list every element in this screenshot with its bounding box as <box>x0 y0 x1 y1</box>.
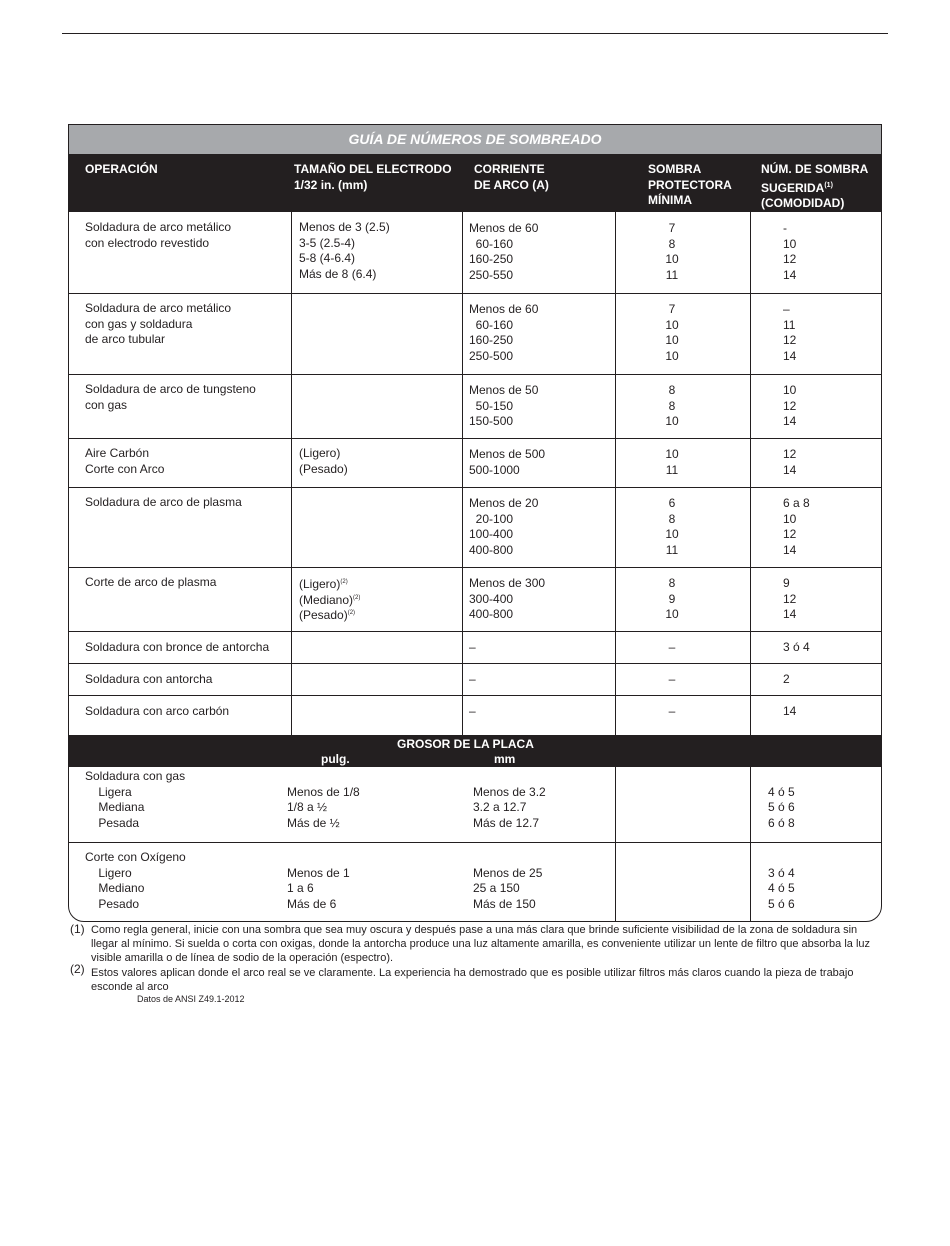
column-divider <box>462 293 463 374</box>
plate-cell-sug: 4 ó 5 <box>768 881 795 895</box>
cell-current: 60-160 <box>469 236 514 251</box>
plate-cell-op: Pesada <box>85 815 140 830</box>
cell-op: Corte con Arco <box>85 461 165 476</box>
table-row <box>69 293 881 375</box>
cell-current: 400-800 <box>469 542 514 557</box>
plate-cell-sug: 4 ó 5 <box>768 784 795 799</box>
column-divider <box>750 212 751 293</box>
cell-min: 10 <box>665 607 679 621</box>
cell-current: Menos de 60 <box>469 221 539 235</box>
cell-op: Soldadura con antorcha <box>85 672 213 686</box>
cell-op: Soldadura con arco carbón <box>85 704 230 718</box>
cell-min: 7 <box>668 221 676 235</box>
plate-cell-op: Ligera <box>85 784 132 799</box>
cell-op: Soldadura con bronce de antorcha <box>85 640 270 654</box>
column-divider <box>615 374 616 438</box>
column-divider <box>750 663 751 695</box>
cell-op: con electrodo revestido <box>85 235 210 250</box>
cell-sug: 14 <box>783 462 797 477</box>
cell-current: 160-250 <box>469 333 514 347</box>
cell-min: 8 <box>668 236 676 251</box>
plate-inch-label: pulg. <box>321 752 350 766</box>
header-operation: OPERACIÓN <box>85 162 158 176</box>
footnote-2-text: Estos valores aplican donde el arco real se ve claramente. La experiencia ha demostrado que es posible utilizar filtros más claros cuando la pieza de trabajo esconde al arco <box>91 967 854 993</box>
cell-current: 60-160 <box>469 317 514 332</box>
cell-min: 10 <box>665 414 679 428</box>
cell-current: Menos de 50 <box>469 383 539 397</box>
cell-min: 8 <box>668 576 676 590</box>
cell-sug: 10 <box>783 383 797 397</box>
column-divider <box>750 438 751 487</box>
cell-sug: 12 <box>783 333 797 347</box>
cell-current: Menos de 300 <box>469 576 546 590</box>
cell-op: Soldadura de arco de plasma <box>85 495 242 509</box>
column-divider <box>291 212 292 293</box>
column-divider <box>462 631 463 663</box>
cell-op: con gas <box>85 397 128 412</box>
cell-current: 160-250 <box>469 252 514 266</box>
cell-min: – <box>668 640 676 654</box>
cell-current: 500-1000 <box>469 462 520 477</box>
plate-cell-sug: 5 ó 6 <box>768 800 795 814</box>
column-divider <box>291 293 292 374</box>
header-current: CORRIENTE DE ARCO (A) <box>474 162 549 192</box>
footnote-1-mark: (1) <box>70 922 85 936</box>
column-divider <box>615 487 616 567</box>
column-divider <box>291 695 292 735</box>
column-divider <box>615 293 616 374</box>
cell-op: de arco tubular <box>85 332 166 346</box>
column-divider <box>291 567 292 631</box>
source-note: Datos de ANSI Z49.1-2012 <box>137 994 245 1004</box>
table-row <box>69 663 881 696</box>
cell-min: 8 <box>668 383 676 397</box>
cell-sug: 10 <box>783 511 797 526</box>
column-divider <box>615 695 616 735</box>
column-divider <box>750 842 751 922</box>
footnote-1-text: Como regla general, inicie con una sombra que sea muy oscura y después pase a una más clara que brinde suficiente visibilidad de la zona de soldadura sin llegar al mínimo. Si suelda o corta con oxigas, donde la antorcha produce una luz altamente amarilla, es conveniente utilizar un lente de filtro que absorba la luz visible amarilla o de línea de sodio de la operación (espectro). <box>91 924 871 964</box>
column-divider <box>462 663 463 695</box>
column-divider <box>615 842 616 922</box>
cell-sug: 6 a 8 <box>783 496 810 510</box>
cell-op: Soldadura de arco metálico <box>85 301 232 315</box>
cell-sug: 12 <box>783 398 797 413</box>
cell-electrode: (Ligero) <box>299 446 341 460</box>
column-divider <box>615 663 616 695</box>
table-row <box>69 212 881 294</box>
plate-cell-inch: 1 a 6 <box>287 881 314 895</box>
column-divider <box>462 695 463 735</box>
plate-cell-inch: Más de 6 <box>287 896 337 911</box>
cell-min: 6 <box>668 496 676 510</box>
cell-min: 8 <box>668 511 676 526</box>
cell-electrode: 5-8 (4-6.4) <box>299 251 356 265</box>
cell-current: 250-500 <box>469 348 514 363</box>
cell-electrode: Más de 8 (6.4) <box>299 266 377 281</box>
table-title: GUÍA DE NÚMEROS DE SOMBREADO <box>69 125 881 154</box>
cell-min: 10 <box>665 348 679 363</box>
plate-row <box>69 767 881 843</box>
column-divider <box>291 374 292 438</box>
column-divider <box>615 567 616 631</box>
cell-sug: 2 <box>783 672 790 686</box>
cell-sug: 12 <box>783 252 797 266</box>
cell-min: – <box>668 704 676 718</box>
cell-op: Corte de arco de plasma <box>85 575 217 589</box>
cell-min: – <box>668 672 676 686</box>
column-divider <box>462 438 463 487</box>
cell-current: Menos de 500 <box>469 447 546 461</box>
cell-electrode: (Mediano)$^{(2)}$ <box>299 592 361 607</box>
cell-sug: 14 <box>783 267 797 282</box>
column-divider <box>750 293 751 374</box>
table-row <box>69 438 881 488</box>
cell-electrode: Menos de 3 (2.5) <box>299 220 390 234</box>
column-divider <box>462 374 463 438</box>
cell-sug: 12 <box>783 591 797 606</box>
cell-sug: – <box>783 302 790 316</box>
header-suggested-shade: NÚM. DE SOMBRA SUGERIDA$^{(1)}$ (COMODIDAD) <box>761 162 869 210</box>
cell-current: 400-800 <box>469 607 514 621</box>
plate-cell-op: Pesado <box>85 896 140 911</box>
cell-current: 150-500 <box>469 414 514 428</box>
cell-electrode: (Ligero)$^{(2)}$ <box>299 577 348 591</box>
cell-current: Menos de 20 <box>469 496 539 510</box>
column-divider <box>615 438 616 487</box>
plate-cell-sug: 6 ó 8 <box>768 815 795 830</box>
plate-cell-inch: Menos de 1/8 <box>287 784 360 799</box>
column-divider <box>615 631 616 663</box>
cell-sug: 14 <box>783 348 797 363</box>
plate-thickness-header <box>69 735 881 767</box>
column-divider <box>291 487 292 567</box>
cell-sug: - <box>783 221 787 235</box>
cell-sug: 14 <box>783 704 797 718</box>
plate-cell-inch: Menos de 1 <box>287 865 350 880</box>
cell-current: Menos de 60 <box>469 302 539 316</box>
plate-cell-sug: 5 ó 6 <box>768 896 795 911</box>
column-divider <box>750 695 751 735</box>
cell-current: – <box>469 704 476 718</box>
cell-min: 10 <box>665 317 679 332</box>
cell-min: 10 <box>665 447 679 461</box>
cell-current: 250-550 <box>469 267 514 282</box>
cell-min: 11 <box>665 267 679 282</box>
cell-sug: 14 <box>783 414 797 428</box>
table-row <box>69 374 881 439</box>
plate-mm-label: mm <box>494 752 516 766</box>
column-divider <box>750 487 751 567</box>
column-divider <box>462 567 463 631</box>
cell-min: 10 <box>665 252 679 266</box>
footnote-2-mark: (2) <box>70 962 85 976</box>
table-row <box>69 695 881 736</box>
column-divider <box>615 767 616 842</box>
top-rule <box>62 33 888 34</box>
cell-current: – <box>469 640 476 654</box>
plate-title: GROSOR DE LA PLACA <box>397 737 534 751</box>
cell-sug: 9 <box>783 576 790 590</box>
cell-current: 50-150 <box>469 398 514 413</box>
cell-op: con gas y soldadura <box>85 316 193 331</box>
header-min-shade: SOMBRA PROTECTORA MÍNIMA <box>648 162 732 207</box>
shade-guide-table <box>68 124 882 922</box>
plate-cell-op: Ligero <box>85 865 132 880</box>
cell-min: 8 <box>668 398 676 413</box>
column-divider <box>750 374 751 438</box>
cell-min: 10 <box>665 527 679 541</box>
plate-cell-op: Corte con Oxígeno <box>85 850 186 864</box>
plate-cell-inch: 1/8 a ½ <box>287 800 328 814</box>
plate-cell-op: Mediano <box>85 881 145 895</box>
column-divider <box>291 663 292 695</box>
plate-cell-op: Mediana <box>85 800 145 814</box>
cell-sug: 12 <box>783 447 797 461</box>
cell-current: 300-400 <box>469 591 514 606</box>
plate-cell-mm: Menos de 25 <box>473 865 543 880</box>
cell-min: 9 <box>668 591 676 606</box>
cell-sug: 14 <box>783 607 797 621</box>
table-row <box>69 487 881 568</box>
cell-op: Soldadura de arco de tungsteno <box>85 382 256 396</box>
cell-min: 11 <box>665 542 679 557</box>
cell-current: 20-100 <box>469 511 514 526</box>
cell-min: 11 <box>665 462 679 477</box>
plate-cell-mm: 3.2 a 12.7 <box>473 800 527 814</box>
column-divider <box>291 438 292 487</box>
column-divider <box>750 567 751 631</box>
cell-sug: 3 ó 4 <box>783 640 810 654</box>
cell-op: Aire Carbón <box>85 446 150 460</box>
cell-sug: 10 <box>783 236 797 251</box>
plate-row <box>69 842 881 922</box>
cell-electrode: 3-5 (2.5-4) <box>299 235 356 250</box>
column-divider <box>462 212 463 293</box>
plate-cell-sug: 3 ó 4 <box>768 865 795 880</box>
cell-sug: 11 <box>783 317 796 332</box>
column-divider <box>291 631 292 663</box>
table-row <box>69 567 881 632</box>
plate-cell-mm: Más de 12.7 <box>473 815 540 830</box>
cell-min: 10 <box>665 333 679 347</box>
cell-current: 100-400 <box>469 527 514 541</box>
column-divider <box>750 767 751 842</box>
header-electrode: TAMAÑO DEL ELECTRODO 1/32 in. (mm) <box>294 162 452 192</box>
cell-electrode: (Pesado)$^{(2)}$ <box>299 608 356 622</box>
cell-electrode: (Pesado) <box>299 461 348 476</box>
plate-cell-mm: 25 a 150 <box>473 881 520 895</box>
plate-cell-mm: Más de 150 <box>473 896 536 911</box>
cell-sug: 14 <box>783 542 797 557</box>
cell-sug: 12 <box>783 527 797 541</box>
cell-current: – <box>469 672 476 686</box>
cell-op: Soldadura de arco metálico <box>85 220 232 234</box>
column-divider <box>750 631 751 663</box>
column-divider <box>462 487 463 567</box>
table-header <box>69 154 881 212</box>
cell-min: 7 <box>668 302 676 316</box>
plate-cell-inch: Más de ½ <box>287 815 340 830</box>
plate-cell-mm: Menos de 3.2 <box>473 784 546 799</box>
plate-cell-op: Soldadura con gas <box>85 769 186 783</box>
table-row <box>69 631 881 664</box>
column-divider <box>615 212 616 293</box>
